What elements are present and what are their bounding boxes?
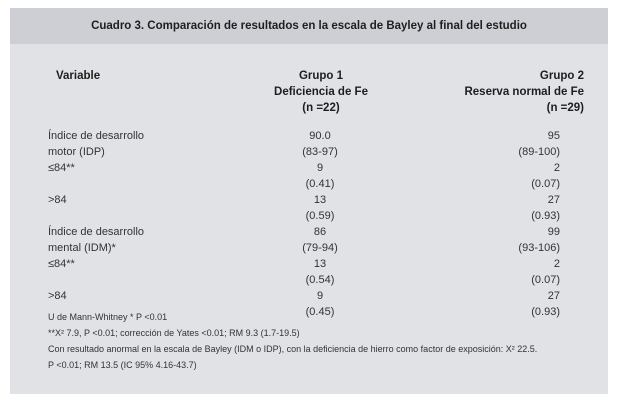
row-g2-value: 99 <box>547 226 560 238</box>
row-label: Índice de desarrollo <box>48 130 145 142</box>
row-g2-value: (93-106) <box>518 242 560 254</box>
row-g2-value: 2 <box>553 258 560 270</box>
row-label: motor (IDP) <box>48 146 105 158</box>
footnote: Con resultado anormal en la escala de Bayley (IDM o IDP), con la deficiencia de hierro como factor de exposición: X² 22.5. <box>48 344 538 354</box>
row-g2-value: (89-100) <box>518 146 560 158</box>
row-label: >84 <box>48 290 67 302</box>
row-label: ≤84** <box>48 162 75 174</box>
row-label: mental (IDM)* <box>48 242 116 254</box>
row-g1-value: (0.59) <box>305 210 335 222</box>
row-g1-value: (83-97) <box>302 146 338 158</box>
table-panel <box>10 8 608 394</box>
row-g2-value: 95 <box>547 130 560 142</box>
row-g1-value: (0.45) <box>305 306 335 318</box>
row-g1-value: 13 <box>313 194 327 206</box>
header-group2-n: (n =29) <box>546 102 584 114</box>
row-g1-value: 90.0 <box>309 130 331 142</box>
row-g2-value: (0.93) <box>531 306 560 318</box>
row-label: ≤84** <box>48 258 75 270</box>
row-g2-value: (0.07) <box>531 274 560 286</box>
footnote: U de Mann-Whitney * P <0.01 <box>48 312 168 322</box>
header-variable: Variable <box>56 70 101 82</box>
row-g1-value: (0.54) <box>305 274 335 286</box>
row-g2-value: 2 <box>553 162 560 174</box>
header-group1-name: Grupo 1 <box>298 70 344 82</box>
header-group1-n: (n =22) <box>302 102 340 114</box>
row-label: Índice de desarrollo <box>48 226 145 238</box>
footnote: **X² 7.9, P <0.01; corrección de Yates <0.01; RM 9.3 (1.7-19.5) <box>48 328 300 338</box>
header-group2 <box>422 68 584 116</box>
table-title-text: Cuadro 3. Comparación de resultados en la escala de Bayley al final del estudio <box>91 20 527 32</box>
row-g1-value: 9 <box>316 290 324 302</box>
row-g2-value: (0.07) <box>531 178 560 190</box>
row-g1-value: 86 <box>313 226 327 238</box>
row-g1-value: (0.41) <box>305 178 335 190</box>
row-g2-value: 27 <box>547 290 560 302</box>
row-g2-value: 27 <box>547 194 560 206</box>
footnote: P <0.01; RM 13.5 (IC 95% 4.16-43.7) <box>48 360 197 370</box>
row-g2-value: (0.93) <box>531 210 560 222</box>
row-g1-value: 9 <box>316 162 324 174</box>
table-title <box>10 8 608 44</box>
header-group2-name: Grupo 2 <box>539 70 584 82</box>
header-group1 <box>214 68 428 116</box>
header-group1-desc: Deficiencia de Fe <box>274 86 368 98</box>
row-g1-value: (79-94) <box>302 242 338 254</box>
row-g1-value: 13 <box>313 258 327 270</box>
row-label: >84 <box>48 194 67 206</box>
header-group2-desc: Reserva normal de Fe <box>464 86 584 98</box>
